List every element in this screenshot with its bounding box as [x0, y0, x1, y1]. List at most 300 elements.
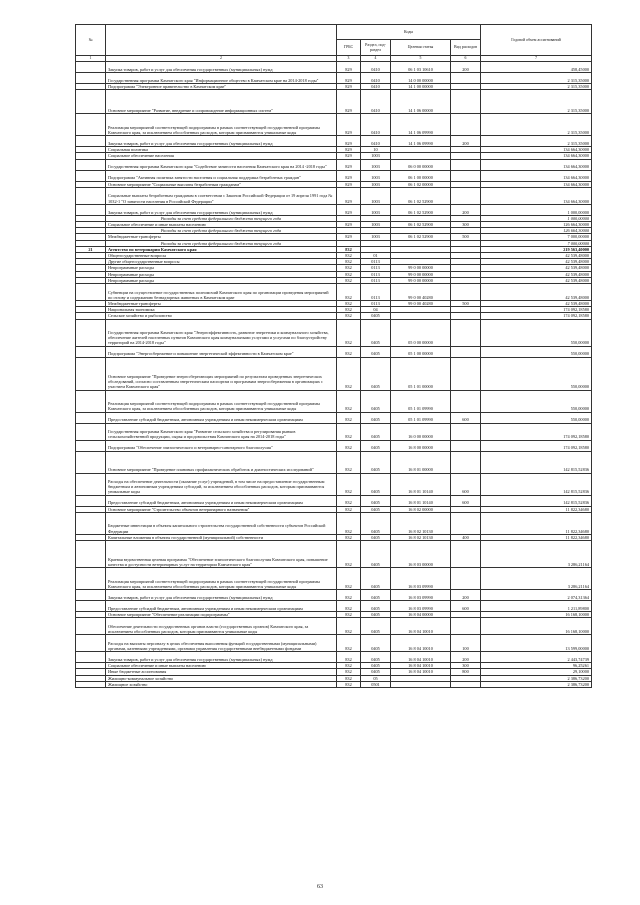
cell-vid-rashodov: 200: [451, 590, 481, 601]
cell-name: Государственная программа Камчатского края "Информационное общество в Камчатском крае на 2014-2018 годы": [106, 73, 337, 84]
table-row: [76, 495, 592, 506]
cell-vid-rashodov: [451, 451, 481, 473]
cell-grbs: 829: [337, 153, 361, 159]
cell-razdel: 0405: [361, 423, 391, 440]
cell-razdel: 0410: [361, 136, 391, 147]
table-row: [76, 652, 592, 663]
cell-vid-rashodov: 500: [451, 234, 481, 240]
cell-amount: 96,25261: [481, 663, 592, 669]
cell-celevaya-statya: 16 8 03 09990: [391, 590, 451, 601]
cell-vid-rashodov: [451, 319, 481, 346]
cell-vid-rashodov: 400: [451, 534, 481, 540]
cell-vid-rashodov: [451, 346, 481, 357]
cell-name: Расходы за счет средств федерального бюджета текущего года: [106, 240, 337, 246]
cell-grbs: 832: [337, 506, 361, 512]
cell-celevaya-statya: 16 8 02 00000: [391, 506, 451, 512]
cell-name: Социальное обеспечение населения: [106, 153, 337, 159]
cell-amount: 550,00000: [481, 412, 592, 423]
cell-amount: 2 315,35000: [481, 84, 592, 90]
cell-celevaya-statya: 99 0 00 40280: [391, 284, 451, 301]
cell-razdel: 0405: [361, 451, 391, 473]
cell-razdel: 0405: [361, 669, 391, 675]
cell-name: Социальное обеспечение и иные выплаты населению: [106, 222, 337, 228]
table-row: [76, 423, 592, 440]
cell-vid-rashodov: [451, 357, 481, 390]
table-row: [76, 590, 592, 601]
cell-grbs: 832: [337, 534, 361, 540]
cell-name: Социальное обеспечение и иные выплаты населению: [106, 663, 337, 669]
cell-celevaya-statya: 16 8 04 10010: [391, 635, 451, 652]
cell-name: Подпрограмма "Активная политика занятости населения и социальная поддержка безработных граждан": [106, 170, 337, 181]
table-row: [76, 390, 592, 412]
cell-amount: 550,00000: [481, 346, 592, 357]
cell-celevaya-statya: 06 1 02 00000: [391, 181, 451, 187]
cell-name: Основное мероприятие "Развитие, внедрение и сопровождение информационных систем": [106, 90, 337, 114]
cell-razdel: 0405: [361, 590, 391, 601]
cell-celevaya-statya: 16 8 04 10010: [391, 618, 451, 635]
cell-num: [76, 601, 106, 612]
cell-razdel: 1003: [361, 153, 391, 159]
cell-grbs: 829: [337, 181, 361, 187]
cell-amount: 174 092,18580: [481, 440, 592, 451]
cell-razdel: 0405: [361, 601, 391, 612]
cell-razdel: 01: [361, 253, 391, 259]
cell-razdel: 0405: [361, 618, 391, 635]
cell-razdel: 1003: [361, 181, 391, 187]
header-grbs: ГРБС: [337, 40, 361, 56]
header-num: №: [76, 25, 106, 56]
cell-num: [76, 62, 106, 73]
cell-amount: 11 822,34680: [481, 512, 592, 534]
cell-vid-rashodov: 200: [451, 136, 481, 147]
cell-name: Жилищно-коммунальное хозяйство: [106, 675, 337, 681]
cell-name: Закупка товаров, работ и услуг для обеспечения государственных (муниципальных) нужд: [106, 204, 337, 215]
cell-grbs: 829: [337, 90, 361, 114]
cell-num: [76, 440, 106, 451]
cell-vid-rashodov: 200: [451, 204, 481, 215]
cell-amount: 550,00000: [481, 357, 592, 390]
cell-num: [76, 187, 106, 204]
cell-celevaya-statya: 05 1 01 09990: [391, 412, 451, 423]
cell-celevaya-statya: [391, 681, 451, 687]
cell-name: Социальная политика: [106, 147, 337, 153]
cell-grbs: 832: [337, 277, 361, 283]
cell-vid-rashodov: 200: [451, 652, 481, 663]
cell-razdel: 0405: [361, 541, 391, 568]
cell-num: [76, 284, 106, 301]
cell-amount: 134 664,30000: [481, 187, 592, 204]
cell-grbs: 832: [337, 495, 361, 506]
cell-celevaya-statya: 16 8 01 10140: [391, 473, 451, 495]
cell-celevaya-statya: 06 0 00 00000: [391, 159, 451, 170]
cell-grbs: 832: [337, 541, 361, 568]
cell-amount: 2 443,74739: [481, 652, 592, 663]
header-vid-rashodov: Вид расходов: [451, 40, 481, 56]
cell-num: [76, 412, 106, 423]
column-index: 1: [76, 56, 106, 62]
cell-razdel: 0405: [361, 635, 391, 652]
cell-celevaya-statya: 16 8 03 09990: [391, 568, 451, 590]
cell-name: Межбюджетные трансферты: [106, 234, 337, 240]
cell-amount: 1 000,00000: [481, 215, 592, 221]
header-amount: Годовой объем ассигнований: [481, 25, 592, 56]
cell-name: Национальная экономика: [106, 307, 337, 313]
cell-amount: 16 168,10000: [481, 618, 592, 635]
cell-num: [76, 451, 106, 473]
cell-name: Основное мероприятие "Обеспечение реализации подпрограммы": [106, 612, 337, 618]
table-row: [76, 62, 592, 73]
cell-celevaya-statya: 16 8 04 00000: [391, 612, 451, 618]
cell-num: [76, 170, 106, 181]
cell-razdel: 10: [361, 147, 391, 153]
header-celevaya-statya: Целевая статья: [391, 40, 451, 56]
cell-num: [76, 204, 106, 215]
header-codes: Коды: [337, 25, 481, 40]
cell-grbs: 829: [337, 204, 361, 215]
cell-grbs: 829: [337, 84, 361, 90]
cell-grbs: 832: [337, 423, 361, 440]
cell-amount: 2 315,35000: [481, 73, 592, 84]
cell-razdel: 0405: [361, 412, 391, 423]
cell-grbs: 832: [337, 568, 361, 590]
cell-razdel: 0410: [361, 84, 391, 90]
cell-celevaya-statya: 16 8 02 10130: [391, 512, 451, 534]
cell-grbs: 832: [337, 301, 361, 307]
cell-vid-rashodov: 200: [451, 62, 481, 73]
cell-grbs: 832: [337, 612, 361, 618]
cell-amount: 2 386,73200: [481, 675, 592, 681]
column-index: 2: [106, 56, 337, 62]
cell-celevaya-statya: 14 1 06 09990: [391, 136, 451, 147]
cell-amount: 126 664,30000: [481, 228, 592, 234]
cell-num: [76, 618, 106, 635]
budget-table-body: [76, 62, 592, 688]
cell-grbs: 832: [337, 259, 361, 265]
column-index: 7: [481, 56, 592, 62]
cell-razdel: 0405: [361, 506, 391, 512]
cell-vid-rashodov: [451, 73, 481, 84]
cell-celevaya-statya: 16 8 04 10010: [391, 663, 451, 669]
cell-vid-rashodov: 300: [451, 222, 481, 228]
cell-razdel: 1003: [361, 222, 391, 228]
cell-grbs: 829: [337, 222, 361, 228]
cell-celevaya-statya: 05 1 01 09990: [391, 390, 451, 412]
cell-grbs: 832: [337, 307, 361, 313]
cell-name: Закупка товаров, работ и услуг для обеспечения государственных (муниципальных) нужд: [106, 62, 337, 73]
cell-name: Основное мероприятие "Проведение энергосберегающих мероприятий по результатам проведенных энергетических обследований, согласно составленным энергетическим паспортам и программам энергосбережения в организациях с участием Камчатского края": [106, 357, 337, 390]
cell-num: [76, 357, 106, 390]
cell-razdel: 0405: [361, 390, 391, 412]
cell-grbs: 832: [337, 319, 361, 346]
cell-razdel: 0405: [361, 512, 391, 534]
cell-name: Общегосударственные вопросы: [106, 253, 337, 259]
cell-name: Непрограммные расходы: [106, 277, 337, 283]
table-row: [76, 170, 592, 181]
table-row: [76, 440, 592, 451]
cell-vid-rashodov: [451, 618, 481, 635]
cell-celevaya-statya: 99 0 00 40280: [391, 301, 451, 307]
table-row: [76, 412, 592, 423]
cell-celevaya-statya: 05 1 01 00000: [391, 357, 451, 390]
cell-amount: 42 539,48000: [481, 253, 592, 259]
budget-table-sheet: [75, 24, 591, 688]
cell-celevaya-statya: 99 0 00 00000: [391, 277, 451, 283]
cell-amount: 2 315,35000: [481, 90, 592, 114]
cell-grbs: 832: [337, 451, 361, 473]
cell-amount: 219 563,40000: [481, 246, 592, 252]
cell-vid-rashodov: 600: [451, 495, 481, 506]
cell-razdel: 0113: [361, 271, 391, 277]
cell-amount: 7 000,00000: [481, 234, 592, 240]
cell-razdel: 0405: [361, 357, 391, 390]
cell-name: Краевая ведомственная целевая программа "Обеспечение эпизоотического благополучия Камчатского края, повышение качества и доступности ветеринарных услуг на территории Камчатского края": [106, 541, 337, 568]
cell-amount: 458,45000: [481, 62, 592, 73]
cell-name: Подпрограмма "Электронное правительство в Камчатском крае": [106, 84, 337, 90]
cell-num: [76, 319, 106, 346]
cell-grbs: 832: [337, 635, 361, 652]
table-row: [76, 541, 592, 568]
cell-razdel: 0405: [361, 534, 391, 540]
cell-celevaya-statya: 16 8 04 10010: [391, 669, 451, 675]
cell-celevaya-statya: 14 0 00 00000: [391, 73, 451, 84]
cell-num: [76, 512, 106, 534]
table-row: [76, 159, 592, 170]
cell-amount: 42 539,48000: [481, 277, 592, 283]
cell-amount: 13 599,00000: [481, 635, 592, 652]
cell-celevaya-statya: 14 1 00 00000: [391, 84, 451, 90]
cell-grbs: 832: [337, 473, 361, 495]
cell-grbs: 832: [337, 357, 361, 390]
table-row: [76, 187, 592, 204]
cell-celevaya-statya: 14 1 06 09990: [391, 114, 451, 136]
cell-grbs: 829: [337, 234, 361, 240]
column-index: 4: [361, 56, 391, 62]
cell-razdel: 0405: [361, 313, 391, 319]
cell-grbs: 832: [337, 253, 361, 259]
cell-name: Реализация мероприятий соответствующей подпрограммы в рамках соответствующей государственной программы Камчатского края, за исключением обособленных расходов, которым присваиваются уникальные коды: [106, 114, 337, 136]
cell-name: Расходы на обеспечение деятельности (оказание услуг) учреждений, в том числе на предоставление государственным бюджетным и автономным учреждениям субсидий, за исключением обособленных расходов, которым присваиваются уникальные коды: [106, 473, 337, 495]
cell-name: Межбюджетные трансферты: [106, 301, 337, 307]
cell-celevaya-statya: 16 8 04 10010: [391, 652, 451, 663]
table-row: [76, 512, 592, 534]
cell-name: Жилищное хозяйство: [106, 681, 337, 687]
cell-name: Государственная программа Камчатского края "Развитие сельского хозяйства и регулирования рынков сельскохозяйственной продукции, сырья и продовольствия Камчатского края на 2014-2018 годы": [106, 423, 337, 440]
table-row: [76, 319, 592, 346]
cell-amount: 142 815,52836: [481, 473, 592, 495]
cell-razdel: 0410: [361, 73, 391, 84]
cell-name: Закупка товаров, работ и услуг для обеспечения государственных (муниципальных) нужд: [106, 590, 337, 601]
table-row: [76, 635, 592, 652]
cell-vid-rashodov: [451, 512, 481, 534]
cell-name: Закупка товаров, работ и услуг для обеспечения государственных (муниципальных) нужд: [106, 652, 337, 663]
cell-num: [76, 473, 106, 495]
cell-celevaya-statya: 16 8 01 10140: [391, 495, 451, 506]
cell-amount: 3 286,21164: [481, 568, 592, 590]
cell-vid-rashodov: 500: [451, 301, 481, 307]
cell-name: Непрограммные расходы: [106, 265, 337, 271]
cell-amount: 550,00000: [481, 390, 592, 412]
table-row: [76, 73, 592, 84]
cell-celevaya-statya: 99 0 00 00000: [391, 265, 451, 271]
cell-grbs: 832: [337, 246, 361, 252]
cell-amount: 2 074,31364: [481, 590, 592, 601]
column-index: 6: [451, 56, 481, 62]
cell-celevaya-statya: 05 0 00 00000: [391, 319, 451, 346]
cell-num: [76, 90, 106, 114]
cell-name: Иные бюджетные ассигнования: [106, 669, 337, 675]
cell-amount: 11 822,34680: [481, 534, 592, 540]
table-row: [76, 346, 592, 357]
cell-grbs: 832: [337, 313, 361, 319]
cell-celevaya-statya: 16 8 02 10130: [391, 534, 451, 540]
cell-amount: 2 315,35000: [481, 114, 592, 136]
cell-name: Обеспечение деятельности государственных органов власти (государственных органов) Камчатского края, за исключением обособленных расходов, которым присваиваются уникальные коды: [106, 618, 337, 635]
cell-num: [76, 346, 106, 357]
cell-grbs: 829: [337, 136, 361, 147]
column-index: 5: [391, 56, 451, 62]
cell-razdel: 1003: [361, 170, 391, 181]
table-row: [76, 136, 592, 147]
cell-celevaya-statya: 06 1 02 52900: [391, 234, 451, 240]
cell-name: Подпрограмма "Энергосбережение и повышение энергетической эффективности в Камчатском крае": [106, 346, 337, 357]
cell-amount: 42 539,48000: [481, 259, 592, 265]
header-name: [106, 25, 337, 56]
cell-grbs: 832: [337, 663, 361, 669]
cell-grbs: 829: [337, 147, 361, 153]
cell-vid-rashodov: [451, 390, 481, 412]
cell-grbs: 829: [337, 159, 361, 170]
cell-grbs: 829: [337, 187, 361, 204]
cell-grbs: 829: [337, 114, 361, 136]
cell-celevaya-statya: 06 1 03 10610: [391, 62, 451, 73]
cell-grbs: 829: [337, 73, 361, 84]
cell-name: Предоставление субсидий бюджетным, автономным учреждениям и иным некоммерческим организациям: [106, 601, 337, 612]
cell-grbs: 832: [337, 681, 361, 687]
cell-razdel: 0405: [361, 440, 391, 451]
cell-name: Закупка товаров, работ и услуг для обеспечения государственных (муниципальных) нужд: [106, 136, 337, 147]
cell-razdel: 0405: [361, 612, 391, 618]
cell-celevaya-statya: 16 8 03 00000: [391, 541, 451, 568]
cell-amount: 142 815,52836: [481, 451, 592, 473]
cell-amount: 42 539,48000: [481, 301, 592, 307]
cell-name: Подпрограмма "Обеспечение эпизоотического и ветеринарно-санитарного благополучия": [106, 440, 337, 451]
cell-amount: 134 664,30000: [481, 159, 592, 170]
table-row: [76, 681, 592, 687]
cell-num: [76, 681, 106, 687]
cell-razdel: 1003: [361, 187, 391, 204]
cell-amount: 42 539,48000: [481, 271, 592, 277]
table-row: [76, 204, 592, 215]
cell-num: [76, 590, 106, 601]
cell-razdel: 0113: [361, 301, 391, 307]
cell-name: Расходы за счет средств федерального бюджета текущего года: [106, 215, 337, 221]
cell-amount: 2 315,35000: [481, 136, 592, 147]
cell-razdel: 0405: [361, 473, 391, 495]
cell-vid-rashodov: [451, 187, 481, 204]
table-row: [76, 357, 592, 390]
cell-grbs: 832: [337, 440, 361, 451]
table-row: [76, 601, 592, 612]
cell-amount: 7 000,00000: [481, 240, 592, 246]
cell-name: Государственная программа Камчатского края "Содействие занятости населения Камчатского края на 2014 -2018 годы": [106, 159, 337, 170]
cell-razdel: 0410: [361, 90, 391, 114]
cell-razdel: 0113: [361, 284, 391, 301]
cell-amount: 42 539,48000: [481, 265, 592, 271]
cell-num: [76, 652, 106, 663]
cell-vid-rashodov: [451, 568, 481, 590]
cell-grbs: 832: [337, 412, 361, 423]
cell-grbs: 832: [337, 618, 361, 635]
cell-celevaya-statya: 16 8 01 00000: [391, 451, 451, 473]
cell-vid-rashodov: 600: [451, 412, 481, 423]
cell-grbs: 832: [337, 512, 361, 534]
cell-razdel: 0113: [361, 259, 391, 265]
cell-name: Основное мероприятие "Проведение плановых профилактических обработок и диагностических исследований": [106, 451, 337, 473]
cell-razdel: 0113: [361, 277, 391, 283]
cell-vid-rashodov: [451, 159, 481, 170]
cell-amount: 2 386,73200: [481, 681, 592, 687]
cell-razdel: 0410: [361, 114, 391, 136]
cell-grbs: 829: [337, 62, 361, 73]
header-razdel: Раздел, под-раздел: [361, 40, 391, 56]
cell-razdel: 1003: [361, 204, 391, 215]
cell-vid-rashodov: [451, 114, 481, 136]
cell-amount: 134 664,30000: [481, 147, 592, 153]
cell-name: Бюджетные инвестиции в объекты капитального строительства государственной собственности субъектов Российской Федерации: [106, 512, 337, 534]
cell-amount: 134 664,30000: [481, 153, 592, 159]
cell-grbs: 832: [337, 675, 361, 681]
cell-grbs: 829: [337, 170, 361, 181]
cell-amount: 174 092,18580: [481, 307, 592, 313]
cell-razdel: 1003: [361, 159, 391, 170]
table-row: [76, 114, 592, 136]
cell-amount: 134 664,30000: [481, 181, 592, 187]
cell-num: [76, 568, 106, 590]
cell-name: Капитальные вложения в объекты государственной (муниципальной) собственности: [106, 534, 337, 540]
cell-num: [76, 114, 106, 136]
cell-grbs: 832: [337, 265, 361, 271]
cell-name: Социальные выплаты безработным гражданам в соответствии с Законом Российской Федерации от 19 апреля 1991 года № 1032-1 "О занятости населения в Российской Федерации": [106, 187, 337, 204]
cell-name: Государственная программа Камчатского края "Энергоэффективность, развитие энергетики и коммунального хозяйства, обеспечение жителей населенных пунктов Камчатского края коммунальными услугами и услугами по благоустройству территорий на 2014-2018 годы": [106, 319, 337, 346]
cell-name: Предоставление субсидий бюджетным, автономным учреждениям и иным некоммерческим организациям: [106, 412, 337, 423]
cell-num: [76, 390, 106, 412]
cell-name: Другие общегосударственные вопросы: [106, 259, 337, 265]
cell-name: Расходы на выплаты персоналу в целях обеспечения выполнения функций государственными (муниципальными) органами, казенными учреждениями, органами управления государственными внебюджетными фондами: [106, 635, 337, 652]
cell-num: [76, 136, 106, 147]
cell-vid-rashodov: 100: [451, 635, 481, 652]
cell-amount: 29,10000: [481, 669, 592, 675]
cell-name: Предоставление субсидий бюджетным, автономным учреждениям и иным некоммерческим организациям: [106, 495, 337, 506]
cell-grbs: 832: [337, 346, 361, 357]
cell-amount: 1 211,89800: [481, 601, 592, 612]
cell-razdel: 0113: [361, 265, 391, 271]
cell-grbs: 832: [337, 271, 361, 277]
table-row: [76, 284, 592, 301]
cell-num: [76, 159, 106, 170]
cell-name: Сельское хозяйство и рыболовство: [106, 313, 337, 319]
cell-grbs: 832: [337, 601, 361, 612]
cell-vid-rashodov: 800: [451, 669, 481, 675]
cell-celevaya-statya: 06 1 02 52900: [391, 222, 451, 228]
table-row: [76, 568, 592, 590]
cell-amount: 3 286,21164: [481, 541, 592, 568]
cell-name: Реализация мероприятий соответствующей подпрограммы в рамках соответствующей государственной программы Камчатского края, за исключением обособленных расходов, которым присваиваются уникальные коды: [106, 568, 337, 590]
cell-amount: 126 664,30000: [481, 222, 592, 228]
cell-vid-rashodov: [451, 440, 481, 451]
cell-amount: 142 815,52836: [481, 495, 592, 506]
cell-celevaya-statya: 16 8 03 09990: [391, 601, 451, 612]
cell-amount: 134 664,30000: [481, 170, 592, 181]
